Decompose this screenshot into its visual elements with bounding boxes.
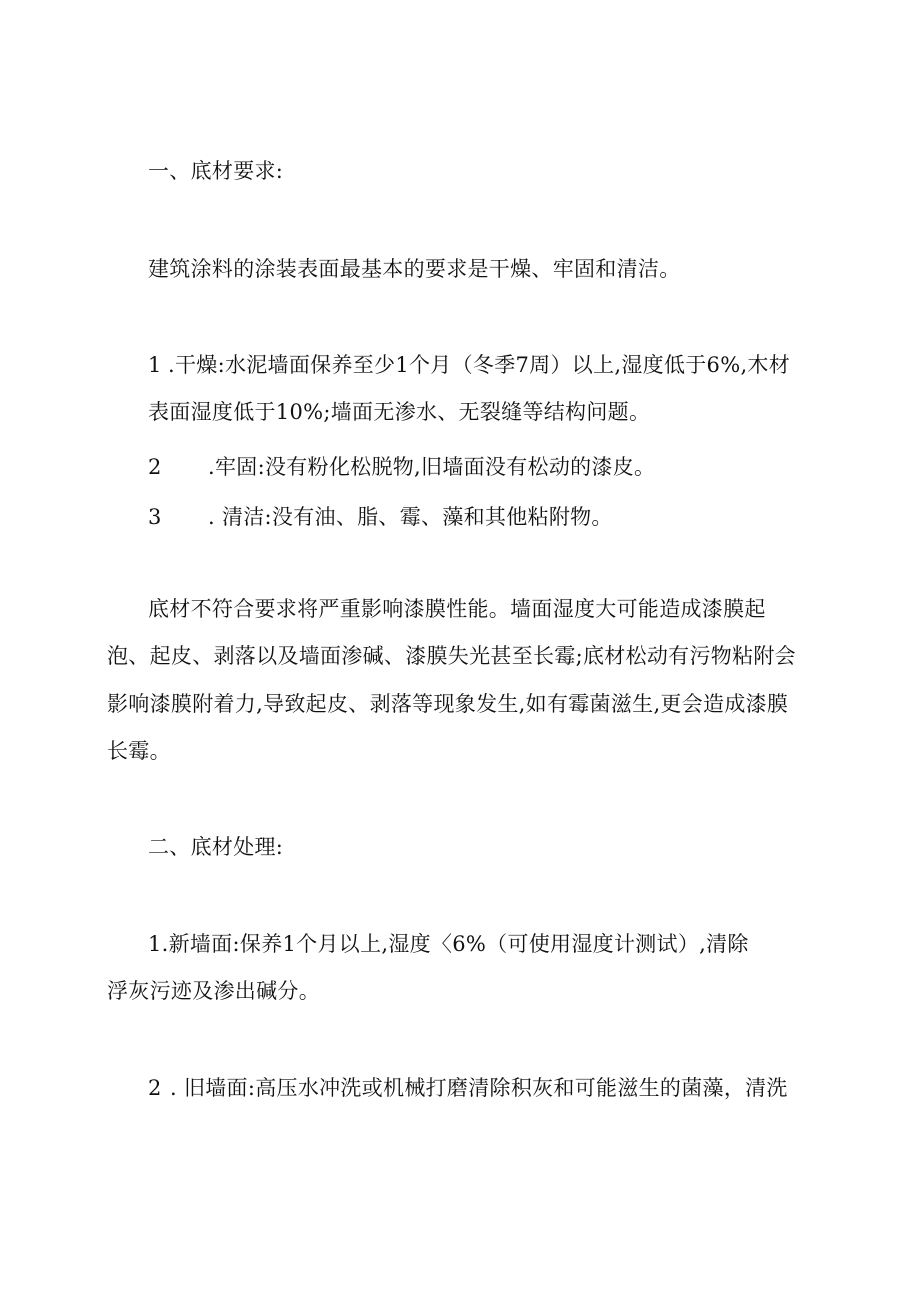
item3-line — [148, 502, 613, 532]
item3-text: . 清洁:没有油、脂、霉、藻和其他粘附物。 — [208, 505, 613, 529]
consequence-line1: 底材不符合要求将严重影响漆膜性能。墙面湿度大可能造成漆膜起 — [148, 597, 766, 621]
s2-item2-text: . 旧墙面:高压水冲洗或机械打磨清除积灰和可能滋生的菌藻，清洗 — [170, 1076, 788, 1100]
s2-item2-number: 2 — [148, 1076, 162, 1100]
consequence-line2: 泡、起皮、剥落以及墙面渗碱、漆膜失光甚至长霉;底材松动有污物粘附会 — [107, 644, 796, 668]
item2-number: 2 — [148, 455, 162, 479]
s2-item1-line1: 1.新墙面:保养1个月以上,湿度〈6%（可使用湿度计测试）,清除 — [148, 932, 749, 956]
item1-number: 1 — [148, 353, 162, 377]
s2-item1-line2: 浮灰污迹及渗出碱分。 — [107, 979, 320, 1003]
section2-heading: 二、底材处理: — [148, 835, 284, 859]
item1-line2: 表面湿度低于10%;墙面无渗水、无裂缝等结构问题。 — [148, 400, 651, 424]
item2-text: .牢固:没有粉化松脱物,旧墙面没有松动的漆皮。 — [208, 455, 656, 479]
item3-number: 3 — [148, 505, 162, 529]
item2-line — [148, 452, 655, 482]
s2-item2-line1 — [148, 1073, 788, 1103]
consequence-line3: 影响漆膜附着力,导致起皮、剥落等现象发生,如有霉菌滋生,更会造成漆膜 — [107, 692, 789, 716]
item1-line1 — [148, 350, 790, 380]
item1-text: .干燥:水泥墙面保养至少1个月（冬季7周）以上,湿度低于6%,木材 — [168, 353, 791, 377]
consequence-line4: 长霉。 — [107, 739, 171, 763]
section1-heading: 一、底材要求: — [148, 159, 284, 183]
section1-intro: 建筑涂料的涂装表面最基本的要求是干燥、牢固和清洁。 — [148, 257, 681, 281]
